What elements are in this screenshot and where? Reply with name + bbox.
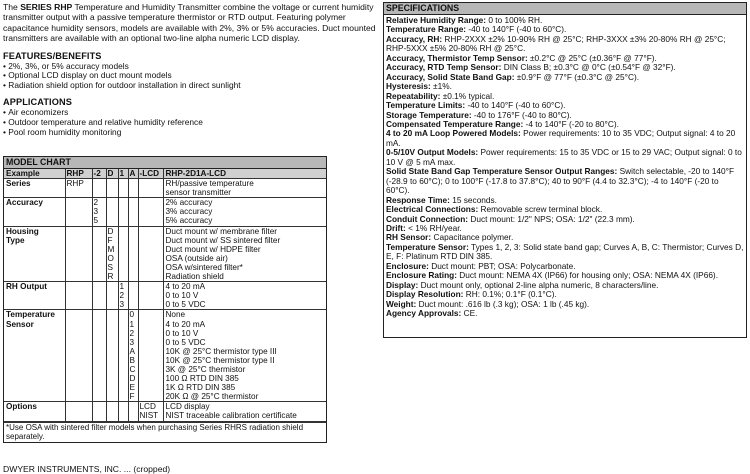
table-row [4,179,326,198]
rh-output-codes: 1 2 3 [118,282,128,310]
specifications-body [384,15,746,319]
spec-item: Temperature Range: -40 to 140°F (-40 to 60°C). [386,24,567,35]
table-row [4,226,326,282]
rh-output-descs: 4 to 20 mA 0 to 10 V 0 to 5 VDC [163,282,326,310]
spec-item: Hysteresis: ±1%. [386,81,452,92]
row-label-accuracy: Accuracy [4,198,65,226]
list-item: • Optional LCD display on duct mount models [3,71,378,81]
housing-codes: D F M O S R [106,226,118,282]
spec-item: Temperature Sensor: Types 1, 2, 3: Solid state band gap; Curves A, B, C: Thermistor; Curves D, E, F: Platinum RTD DIN 385. [386,241,744,262]
spec-item: Display Resolution: RH: 0.1%; 0.1°F (0.1°C). [386,289,557,300]
intro-series-name: SERIES RHP [20,2,73,12]
spec-item: Repeatability: ±0.1% typical. [386,90,495,101]
series-desc: RH/passive temperature sensor transmitter [163,179,326,198]
spec-item: Accuracy, RTD Temp Sensor: DIN Class B; ±0.3°C @ 0°C (±0.54°F @ 32°F). [386,62,676,73]
row-label-rh-output: RH Output [4,282,65,310]
spec-item: Display: Duct mount only, optional 2-line alpha numeric, 8 characters/line. [386,279,659,290]
header-example: Example [4,169,65,179]
table-row [4,169,326,179]
header-example-model: RHP-2D1A-LCD [163,169,326,179]
model-chart [3,156,327,443]
model-chart-title: MODEL CHART [4,157,326,169]
left-column [3,2,378,137]
row-label-options: Options [4,402,65,421]
spec-item: 4 to 20 mA Loop Powered Models: Power requirements: 10 to 35 VDC; Output signal: 4 to 20 mA. [386,128,736,148]
spec-item: Electrical Connections: Removable screw terminal block. [386,204,603,215]
header-code-housing: D [106,169,118,179]
table-row [4,402,326,421]
model-chart-footnote: *Use OSA with sintered filter models when purchasing Series RHRS radiation shield separately. [4,422,326,442]
row-label-series: Series [4,179,65,198]
model-chart-table [4,169,326,422]
header-code-options: -LCD [138,169,163,179]
options-codes: LCD NIST [138,402,163,421]
spec-item: Conduit Connection: Duct mount: 1/2" NPS; OSA: 1/2" (22.3 mm). [386,213,635,224]
spec-item: Enclosure Rating: Duct mount: NEMA 4X (IP66) for housing only; OSA: NEMA 4X (IP66). [386,270,718,281]
specifications-title: SPECIFICATIONS [384,3,746,15]
spec-item: Weight: Duct mount: .616 lb (.3 kg); OSA: 1 lb (.45 kg). [386,298,590,309]
temp-sensor-descs: None 4 to 20 mA 0 to 10 V 0 to 5 VDC 10K @ 25°C thermistor type III 10K @ 25°C thermistor type II 3K @ 25°C thermistor 100 Ω RTD DIN 385 1K Ω RTD DIN 385 20K Ω @ 25°C thermistor [163,310,326,402]
spec-item: Agency Approvals: CE. [386,308,478,319]
spec-item: Storage Temperature: -40 to 176°F (-40 to 80°C). [386,109,572,120]
spec-item: Accuracy, Solid State Band Gap: ±0.9°F @ 77°F (±0.3°C @ 25°C). [386,71,640,82]
options-descs: LCD display NIST traceable calibration certificate [163,402,326,421]
spec-item: Solid State Band Gap Temperature Sensor Output Ranges: Switch selectable, -20 to 140°F (-28.9 to 60°C); 0 to 100°F (-17.8 to 37.8°C); 40 to 90°F (4.4 to 32.3°C); -4 to 140°F (-20 to 60°C). [386,166,735,196]
applications-heading: APPLICATIONS [3,97,72,108]
housing-descs: Duct mount w/ membrane filter Duct mount w/ SS sintered filter Duct mount w/ HDPE filter OSA (outside air) OSA w/sintered filter* Radiation shield [163,226,326,282]
specifications-box [383,2,747,338]
list-item: • Air economizers [3,108,378,118]
applications-list [3,108,378,137]
header-code-rh-output: 1 [118,169,128,179]
page-footer: DWYER INSTRUMENTS, INC. ... (cropped) [3,464,171,474]
row-label-housing: Housing Type [4,226,65,282]
list-item: • Radiation shield option for outdoor installation in direct sunlight [3,81,378,91]
intro-paragraph [3,2,378,44]
temp-sensor-codes: 0 1 2 3 A B C D E F [128,310,138,402]
header-code-temp-sensor: A [128,169,138,179]
header-code-series: RHP [65,169,92,179]
list-item: • Pool room humidity monitoring [3,128,378,138]
spec-item: Response Time: 15 seconds. [386,194,497,205]
spec-item: Accuracy, RH: RHP-2XXX ±2% 10-90% RH @ 25°C; RHP-3XXX ±3% 20-80% RH @ 25°C; RHP-5XXX ±5% 20-80% RH @ 25°C. [386,33,726,54]
spec-item: Temperature Limits: -40 to 140°F (-40 to 60°C). [386,100,566,111]
spec-item: Drift: < 1% RH/year. [386,222,462,233]
spec-item: Compensated Temperature Range: -4 to 140°F (-20 to 80°C). [386,118,619,129]
spec-item: RH Sensor: Capacitance polymer. [386,232,514,243]
series-code: RHP [65,179,92,198]
accuracy-descs: 2% accuracy 3% accuracy 5% accuracy [163,198,326,226]
spec-item: Accuracy, Thermistor Temp Sensor: ±0.2°C @ 25°C (±0.36°F @ 77°F). [386,52,657,63]
table-row [4,282,326,310]
intro-text: Temperature and Humidity Transmitter combine the voltage or current humidity transmitter output with a passive temperature thermistor or RTD output. Featuring polymer capacitance humidity sensors, models are available with 2%, 3% or 5% accuracies. Duct mounted transmitters are available with an optional two-line alpha numeric LCD display. [3,2,376,44]
features-list [3,62,378,91]
table-row [4,198,326,226]
spec-item: Enclosure: Duct mount: PBT; OSA: Polycarbonate. [386,260,576,271]
list-item: • 2%, 3%, or 5% accuracy models [3,62,378,72]
features-heading: FEATURES/BENEFITS [3,50,102,61]
accuracy-codes: 2 3 5 [92,198,106,226]
spec-item: 0-5/10V Output Models: Power requirements: 15 to 35 VDC or 15 to 29 VAC; Output signal: 0 to 10 V @ 5 mA max. [386,147,742,167]
spec-item: Relative Humidity Range: 0 to 100% RH. [386,15,543,25]
list-item: • Outdoor temperature and relative humidity reference [3,118,378,128]
intro-prefix: The [3,2,21,12]
row-label-temperature-sensor: Temperature Sensor [4,310,65,402]
table-row [4,310,326,402]
header-code-accuracy: -2 [92,169,106,179]
